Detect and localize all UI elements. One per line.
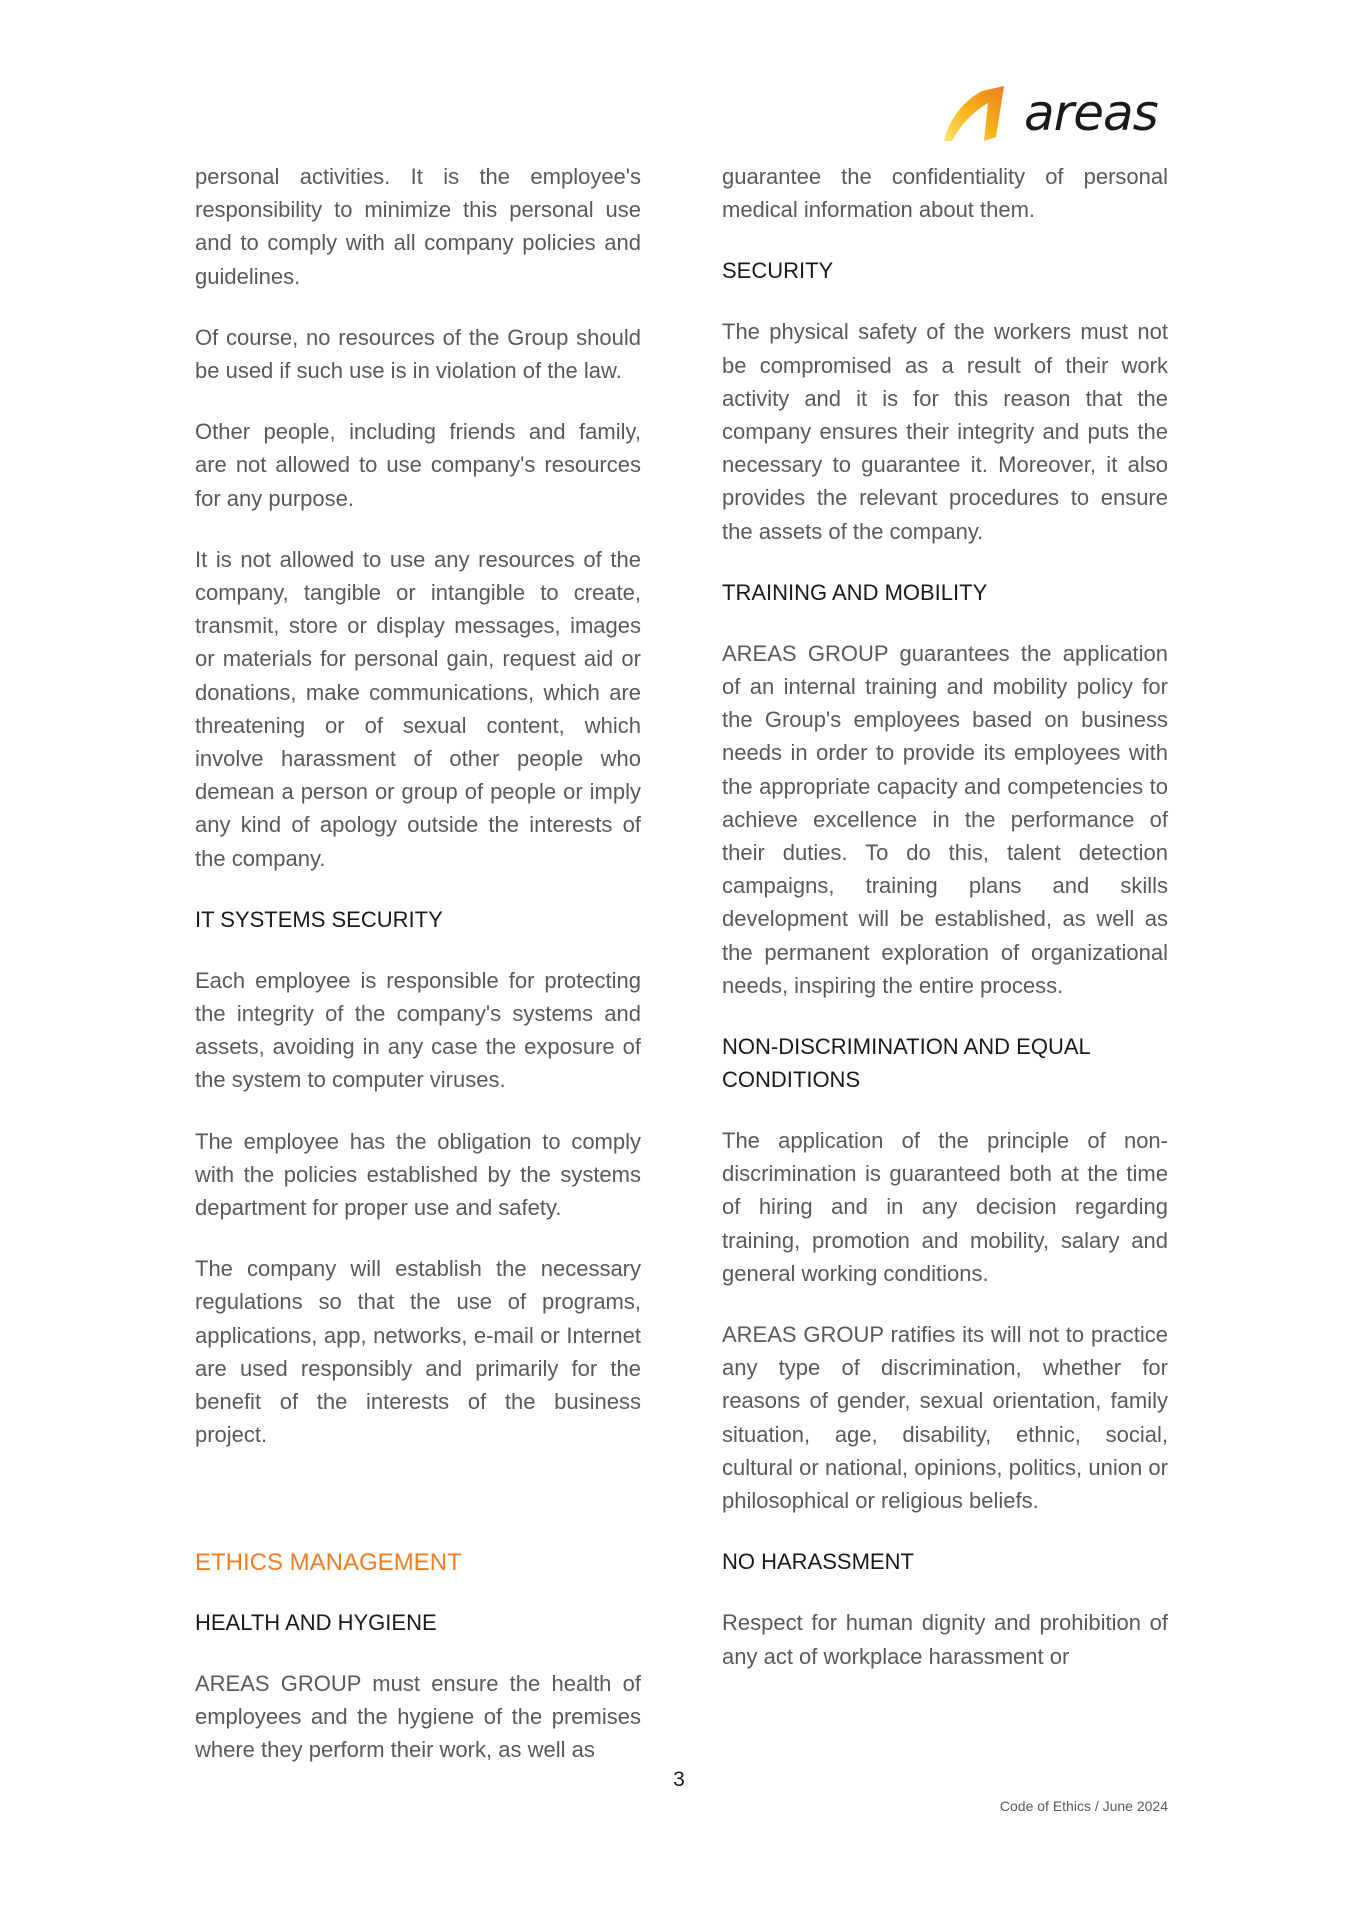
footer-doc-label: Code of Ethics / June 2024 — [999, 1798, 1168, 1814]
logo-text: areas — [1024, 84, 1158, 142]
heading-line: CONDITIONS — [722, 1067, 861, 1093]
paragraph: AREAS GROUP ratifies its will not to practice any type of discrimination, whether for reasons of gender, sexual orientation, family situation, age, disability, ethnic, social, cultural or national, opinions, politics, union or philosophical or religious beliefs. — [722, 1322, 1168, 1514]
areas-logo — [938, 80, 1170, 146]
right-column — [722, 160, 1168, 1701]
heading-line: NON-DISCRIMINATION AND EQUAL — [722, 1034, 1091, 1060]
areas-logo-icon — [938, 81, 1018, 145]
training-mobility-heading: TRAINING AND MOBILITY — [722, 579, 988, 605]
paragraph: Each employee is responsible for protecting the integrity of the company's systems and assets, avoiding in any case the exposure of the system to computer viruses. — [195, 967, 641, 1093]
page-number: 3 — [673, 1768, 685, 1791]
it-systems-security-heading: IT SYSTEMS SECURITY — [195, 906, 443, 932]
paragraph: Respect for human dignity and prohibition of any act of workplace harassment or — [722, 1610, 1168, 1669]
health-hygiene-heading: HEALTH AND HYGIENE — [195, 1609, 437, 1635]
paragraph: The physical safety of the workers must not be compromised as a result of their work activity and it is for this reason that the company ensures their integrity and puts the necessary to guarantee it. Moreover, it also provides the relevant procedures to ensure the assets of the company. — [722, 319, 1168, 544]
no-harassment-heading: NO HARASSMENT — [722, 1549, 914, 1575]
paragraph: It is not allowed to use any resources of the company, tangible or intangible to create, transmit, store or display messages, images or materials for personal gain, request aid or donations, make communications, which are threatening or of sexual content, which involve harassment of other people who demean a person or group of people or imply any kind of apology outside the interests of the company. — [195, 546, 641, 871]
ethics-management-heading: ETHICS MANAGEMENT — [195, 1548, 462, 1576]
paragraph: personal activities. It is the employee's responsibility to minimize this personal use and to comply with all company policies and guidelines. — [195, 164, 641, 289]
left-column — [195, 160, 641, 1794]
paragraph: Other people, including friends and family, are not allowed to use company's resources for any purpose. — [195, 419, 641, 511]
paragraph: The company will establish the necessary regulations so that the use of programs, applications, app, networks, e-mail or Internet are used responsibly and primarily for the benefit of the interests of the business project. — [195, 1256, 641, 1448]
paragraph: The employee has the obligation to comply with the policies established by the systems department for proper use and safety. — [195, 1128, 641, 1221]
paragraph: AREAS GROUP guarantees the application of an internal training and mobility policy for the Group's employees based on business needs in order to provide its employees with the appropriate capacity and competencies to achieve excellence in the performance of their duties. To do this, talent detection campaigns, training plans and skills development will be established, as well as the permanent exploration of organizational needs, inspiring the entire process. — [722, 640, 1168, 998]
non-discrimination-heading — [722, 1030, 1168, 1096]
paragraph: guarantee the confidentiality of personal medical information about them. — [722, 164, 1168, 223]
paragraph: The application of the principle of non-discrimination is guaranteed both at the time of hiring and in any decision regarding training, promotion and mobility, salary and general working conditions. — [722, 1128, 1168, 1286]
paragraph: Of course, no resources of the Group should be used if such use is in violation of the law. — [195, 324, 641, 384]
security-heading: SECURITY — [722, 258, 834, 284]
paragraph: AREAS GROUP must ensure the health of employees and the hygiene of the premises where they perform their work, as well as — [195, 1670, 641, 1762]
